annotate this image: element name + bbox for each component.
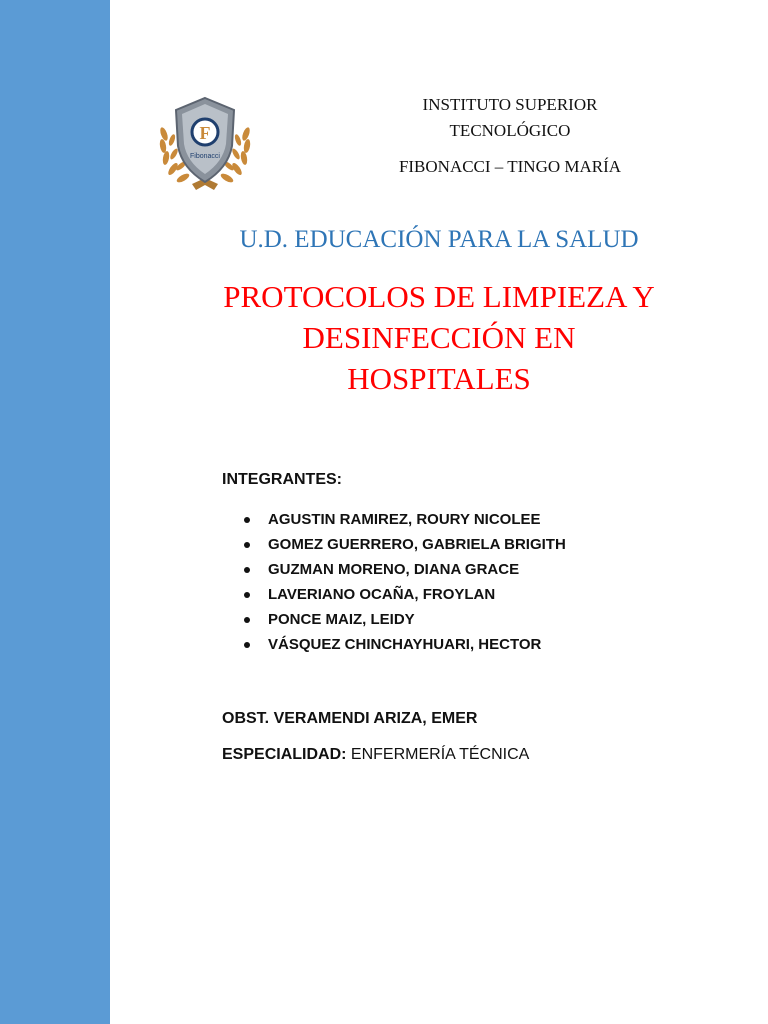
- title-line-2: DESINFECCIÓN EN: [302, 320, 576, 355]
- bullet-icon: [244, 517, 250, 523]
- member-name: PONCE MAIZ, LEIDY: [268, 611, 415, 628]
- member-item: [244, 507, 566, 532]
- member-item: [244, 607, 566, 632]
- member-name: LAVERIANO OCAÑA, FROYLAN: [268, 586, 496, 603]
- member-item: [244, 532, 566, 557]
- member-item: [244, 557, 566, 582]
- bullet-icon: [244, 642, 250, 648]
- member-name: GUZMAN MORENO, DIANA GRACE: [268, 561, 520, 578]
- bullet-icon: [244, 567, 250, 573]
- institute-logo-icon: [154, 94, 256, 194]
- specialty-label: ESPECIALIDAD:: [222, 746, 347, 763]
- bullet-icon: [244, 542, 250, 548]
- svg-text:F: F: [199, 123, 211, 143]
- member-name: GOMEZ GUERRERO, GABRIELA BRIGITH: [268, 536, 566, 553]
- members-heading: INTEGRANTES:: [222, 471, 342, 488]
- member-item: [244, 632, 566, 657]
- title-line-3: HOSPITALES: [347, 361, 531, 396]
- member-item: [244, 582, 566, 607]
- specialty-value: ENFERMERÍA TÉCNICA: [350, 746, 530, 763]
- members-list: [244, 507, 566, 657]
- logo-text: Fibonacci: [190, 153, 220, 160]
- institute-line-3: FIBONACCI – TINGO MARÍA: [398, 157, 622, 176]
- institute-line-1: INSTITUTO SUPERIOR: [422, 95, 598, 114]
- institute-line-2: TECNOLÓGICO: [449, 121, 571, 140]
- bullet-icon: [244, 592, 250, 598]
- title-line-1: PROTOCOLOS DE LIMPIEZA Y: [223, 279, 655, 314]
- advisor-name: OBST. VERAMENDI ARIZA, EMER: [222, 710, 478, 727]
- course-unit: U.D. EDUCACIÓN PARA LA SALUD: [239, 226, 639, 253]
- member-name: VÁSQUEZ CHINCHAYHUARI, HECTOR: [268, 636, 542, 653]
- specialty: [222, 746, 529, 764]
- left-color-bar: [0, 0, 110, 1024]
- document-title: [140, 276, 738, 399]
- member-name: AGUSTIN RAMIREZ, ROURY NICOLEE: [268, 511, 541, 528]
- bullet-icon: [244, 617, 250, 623]
- institute-name: [340, 92, 680, 180]
